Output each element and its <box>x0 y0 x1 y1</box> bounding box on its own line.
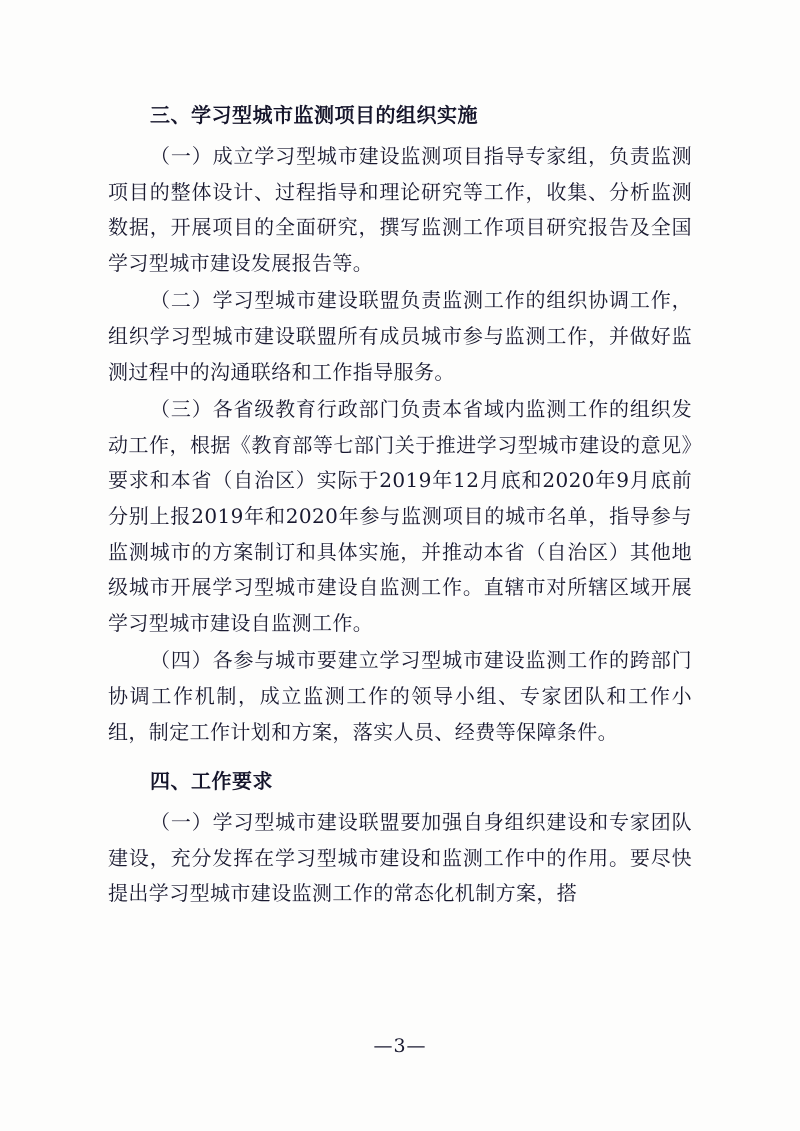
section-heading-four: 四、工作要求 <box>150 769 273 794</box>
section-spacer <box>108 752 692 766</box>
paragraph-3-2: （二）学习型城市建设联盟负责监测工作的组织协调工作，组织学习型城市建设联盟所有成员城市参与监测工作，并做好监测过程中的沟通联络和工作指导服务。 <box>108 288 692 384</box>
section-heading-three: 三、学习型城市监测项目的组织实施 <box>150 103 478 127</box>
paragraph-3-4: （四）各参与城市要建立学习型城市建设监测工作的跨部门协调工作机制，成立监测工作的领导小组、专家团队和工作小组，制定工作计划和方案，落实人员、经费等保障条件。 <box>108 648 692 744</box>
page-number: —3— <box>373 1035 427 1057</box>
document-body <box>108 100 692 914</box>
paragraph-3-3: （三）各省级教育行政部门负责本省域内监测工作的组织发动工作，根据《教育部等七部门关于推进学习型城市建设的意见》要求和本省（自治区）实际于2019年12月底和2020年9月底前分别上报2019年和2020年参与监测项目的城市名单，指导参与监测城市的方案制订和具体实施，并推动本省（自治区）其他地级城市开展学习型城市建设自监测工作。直辖市对所辖区域开展学习型城市建设自监测工作。 <box>108 397 692 635</box>
paragraph-4-1: （一）学习型城市建设联盟要加强自身组织建设和专家团队建设，充分发挥在学习型城市建设和监测工作中的作用。要尽快提出学习型城市建设监测工作的常态化机制方案，搭 <box>108 810 692 906</box>
paragraph-3-1: （一）成立学习型城市建设监测项目指导专家组，负责监测项目的整体设计、过程指导和理论研究等工作，收集、分析监测数据，开展项目的全面研究，撰写监测工作项目研究报告及全国学习型城市建设发展报告等。 <box>108 144 692 275</box>
